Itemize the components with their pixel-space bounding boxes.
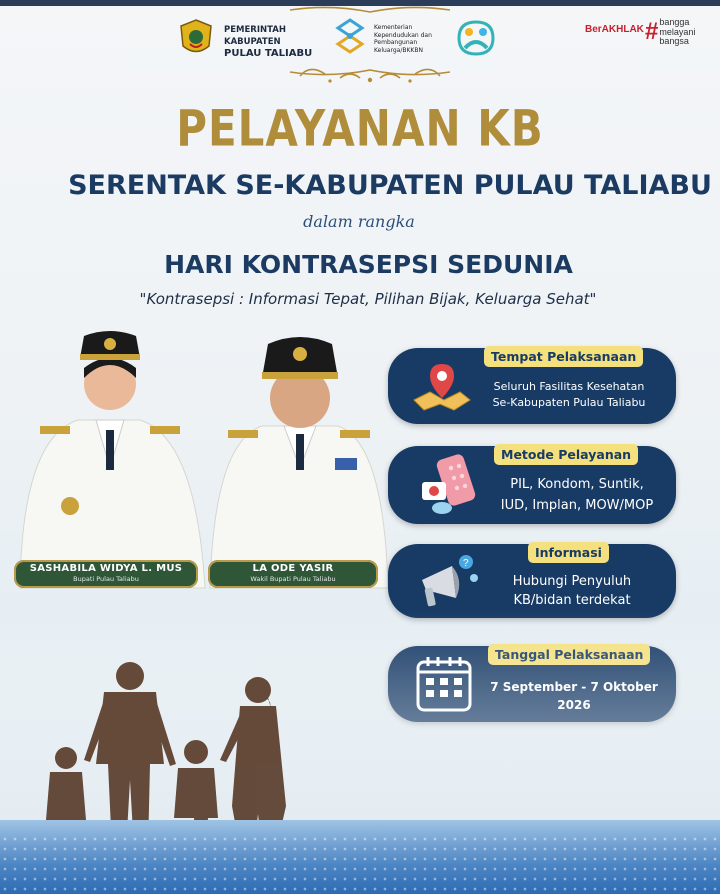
megaphone-icon (416, 550, 480, 612)
bangga-word-1: bangga (659, 17, 690, 27)
card-method-line-2: IUD, Implan, MOW/MOP (500, 498, 654, 513)
card-info-line-1: Hubungi Penyuluh (512, 574, 632, 589)
card-location (388, 348, 676, 424)
card-info-line-2: KB/bidan terdekat (513, 593, 631, 608)
regency-emblem-icon (178, 18, 214, 58)
tagline: "Kontrasepsi : Informasi Tepat, Pilihan Bijak, Keluarga Sehat" (139, 290, 597, 308)
gov-line-1: PEMERINTAH KABUPATEN (224, 25, 286, 47)
hashtag-icon: # (645, 18, 659, 46)
main-title: PELAYANAN KB (176, 99, 544, 158)
contraceptive-icon (418, 452, 484, 518)
nameplate-right (208, 560, 378, 588)
card-method-body (484, 474, 670, 516)
card-method-line-1: PIL, Kondom, Suntik, (510, 477, 644, 492)
script-caption: dalam rangka (303, 212, 415, 231)
bangga-melayani-logo (645, 18, 695, 47)
berakhlak-logo: BerAKHLAK (585, 24, 644, 35)
kementerian-label: Kementerian Kependudukan dan Pembangunan Keluarga/BKKBN (374, 24, 432, 54)
card-info-body (484, 572, 660, 610)
officials-photo (0, 318, 400, 598)
card-method-label: Metode Pelayanan (494, 444, 638, 465)
dot-pattern (0, 834, 720, 894)
official-role-left: Bupati Pulau Taliabu (73, 575, 139, 583)
svg-text:?: ? (463, 558, 469, 569)
official-name-right: LA ODE YASIR (252, 563, 334, 574)
card-location-line-2: Se-Kabupaten Pulau Taliabu (492, 396, 646, 409)
bkkbn-logo-icon (332, 16, 368, 56)
map-pin-icon (410, 360, 474, 414)
bangga-word-2: melayani (659, 26, 696, 37)
card-info (388, 544, 676, 618)
official-name-left: SASHABILA WIDYA L. MUS (29, 563, 183, 574)
government-label (224, 24, 332, 60)
card-location-line-1: Seluruh Fasilitas Kesehatan (493, 380, 645, 393)
bangga-words (659, 18, 695, 47)
family-logo-icon (455, 18, 497, 58)
gov-line-2: PULAU TALIABU (224, 48, 313, 59)
subtitle: SERENTAK SE-KABUPATEN PULAU TALIABU (68, 170, 712, 201)
event-title: HARI KONTRASEPSI SEDUNIA (164, 250, 573, 279)
card-info-label: Informasi (528, 542, 609, 563)
top-bar (0, 0, 720, 6)
nameplate-left (14, 560, 198, 588)
card-method (388, 446, 676, 524)
card-location-label: Tempat Pelaksanaan (484, 346, 643, 367)
official-right-figure (210, 337, 388, 588)
card-location-body (480, 379, 658, 411)
official-left-figure (20, 331, 205, 588)
official-role-right: Wakil Bupati Pulau Taliabu (250, 575, 336, 583)
bangga-word-3: bangsa (659, 36, 689, 46)
